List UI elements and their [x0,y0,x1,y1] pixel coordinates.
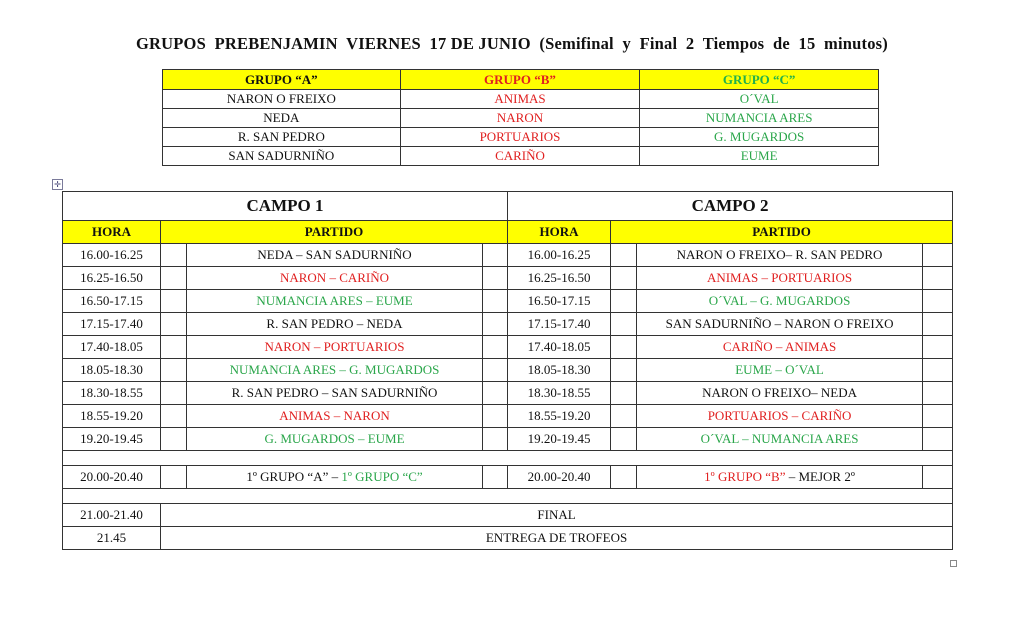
empty-cell [923,290,953,313]
match-row [63,244,953,267]
semifinal-1-team-a: 1º GRUPO “A” – [246,469,342,484]
semifinal-time: 20.00-20.40 [63,466,161,489]
empty-cell [483,359,508,382]
match-fixture: NUMANCIA ARES – EUME [187,290,483,313]
group-b-team: CARIÑO [400,147,640,166]
final-row [63,504,953,527]
match-time: 18.05-18.30 [508,359,611,382]
empty-cell [611,359,637,382]
match-fixture: NARON – CARIÑO [187,267,483,290]
match-fixture: R. SAN PEDRO – SAN SADURNIÑO [187,382,483,405]
table-resize-handle[interactable] [950,560,957,567]
empty-cell [483,267,508,290]
partido-header: PARTIDO [611,221,953,244]
match-time: 17.15-17.40 [508,313,611,336]
empty-cell [161,382,187,405]
group-a-team: SAN SADURNIÑO [163,147,401,166]
groups-table [162,69,879,166]
empty-cell [483,466,508,489]
empty-cell [161,290,187,313]
spacer-cell [63,451,953,466]
trophies-label: ENTREGA DE TROFEOS [161,527,953,550]
empty-cell [923,244,953,267]
final-label: FINAL [161,504,953,527]
final-time: 21.00-21.40 [63,504,161,527]
empty-cell [161,313,187,336]
match-fixture: O´VAL – NUMANCIA ARES [637,428,923,451]
empty-cell [483,382,508,405]
empty-cell [611,244,637,267]
semifinal-2-team-b: 1º GRUPO “B” [704,469,786,484]
match-time: 16.25-16.50 [63,267,161,290]
empty-cell [611,336,637,359]
semifinal-1-fixture [187,466,483,489]
match-fixture: CARIÑO – ANIMAS [637,336,923,359]
match-row [63,382,953,405]
campo-header-row [63,192,953,221]
match-fixture: G. MUGARDOS – EUME [187,428,483,451]
semifinal-1-team-c: 1º GRUPO “C” [341,469,423,484]
groups-row [163,109,879,128]
match-time: 18.05-18.30 [63,359,161,382]
empty-cell [161,336,187,359]
match-time: 17.15-17.40 [63,313,161,336]
trophies-row [63,527,953,550]
match-row [63,359,953,382]
group-c-team: G. MUGARDOS [640,128,879,147]
column-header-row [63,221,953,244]
empty-cell [611,267,637,290]
match-time: 18.30-18.55 [63,382,161,405]
campo-1-heading: CAMPO 1 [63,192,508,221]
groups-row [163,147,879,166]
match-row [63,313,953,336]
empty-cell [483,290,508,313]
empty-cell [161,428,187,451]
match-row [63,336,953,359]
group-a-team: R. SAN PEDRO [163,128,401,147]
match-time: 19.20-19.45 [508,428,611,451]
group-b-team: PORTUARIOS [400,128,640,147]
spacer-row [63,489,953,504]
empty-cell [923,428,953,451]
schedule-table [62,191,953,550]
table-move-handle-icon[interactable]: ✛ [52,179,63,190]
groups-row [163,128,879,147]
empty-cell [611,466,637,489]
groups-row [163,90,879,109]
match-fixture: ANIMAS – NARON [187,405,483,428]
group-c-team: O´VAL [640,90,879,109]
match-time: 16.50-17.15 [63,290,161,313]
semifinal-time: 20.00-20.40 [508,466,611,489]
match-row [63,428,953,451]
match-fixture: NARON – PORTUARIOS [187,336,483,359]
empty-cell [923,267,953,290]
match-fixture: NUMANCIA ARES – G. MUGARDOS [187,359,483,382]
match-row [63,405,953,428]
empty-cell [483,244,508,267]
empty-cell [611,382,637,405]
group-c-header: GRUPO “C” [640,70,879,90]
match-row [63,290,953,313]
trophies-time: 21.45 [63,527,161,550]
match-time: 17.40-18.05 [63,336,161,359]
empty-cell [923,336,953,359]
empty-cell [611,405,637,428]
match-time: 18.30-18.55 [508,382,611,405]
page-title: GRUPOS PREBENJAMIN VIERNES 17 DE JUNIO (Semifinal y Final 2 Tiempos de 15 minutos) [135,34,888,53]
semifinal-2-best-second: – MEJOR 2º [785,469,855,484]
match-time: 16.00-16.25 [63,244,161,267]
empty-cell [923,405,953,428]
campo-2-heading: CAMPO 2 [508,192,953,221]
empty-cell [161,244,187,267]
match-fixture: R. SAN PEDRO – NEDA [187,313,483,336]
empty-cell [161,466,187,489]
match-fixture: ANIMAS – PORTUARIOS [637,267,923,290]
match-fixture: NEDA – SAN SADURNIÑO [187,244,483,267]
match-fixture: NARON O FREIXO– R. SAN PEDRO [637,244,923,267]
hora-header: HORA [508,221,611,244]
hora-header: HORA [63,221,161,244]
empty-cell [923,359,953,382]
group-a-team: NARON O FREIXO [163,90,401,109]
match-row [63,267,953,290]
group-c-team: NUMANCIA ARES [640,109,879,128]
groups-header-row [163,70,879,90]
empty-cell [611,428,637,451]
semifinal-2-fixture [637,466,923,489]
match-time: 16.00-16.25 [508,244,611,267]
empty-cell [923,382,953,405]
empty-cell [483,428,508,451]
empty-cell [161,267,187,290]
empty-cell [483,336,508,359]
match-fixture: NARON O FREIXO– NEDA [637,382,923,405]
group-b-header: GRUPO “B” [400,70,640,90]
group-b-team: ANIMAS [400,90,640,109]
group-c-team: EUME [640,147,879,166]
empty-cell [923,466,953,489]
empty-cell [923,313,953,336]
empty-cell [161,405,187,428]
match-fixture: O´VAL – G. MUGARDOS [637,290,923,313]
group-b-team: NARON [400,109,640,128]
match-time: 16.25-16.50 [508,267,611,290]
empty-cell [161,359,187,382]
match-fixture: SAN SADURNIÑO – NARON O FREIXO [637,313,923,336]
empty-cell [611,290,637,313]
empty-cell [611,313,637,336]
empty-cell [483,313,508,336]
match-time: 17.40-18.05 [508,336,611,359]
match-time: 18.55-19.20 [63,405,161,428]
group-a-header: GRUPO “A” [163,70,401,90]
match-fixture: PORTUARIOS – CARIÑO [637,405,923,428]
partido-header: PARTIDO [161,221,508,244]
group-a-team: NEDA [163,109,401,128]
match-time: 16.50-17.15 [508,290,611,313]
match-fixture: EUME – O´VAL [637,359,923,382]
spacer-cell [63,489,953,504]
empty-cell [483,405,508,428]
match-time: 18.55-19.20 [508,405,611,428]
spacer-row [63,451,953,466]
semifinal-row [63,466,953,489]
match-time: 19.20-19.45 [63,428,161,451]
